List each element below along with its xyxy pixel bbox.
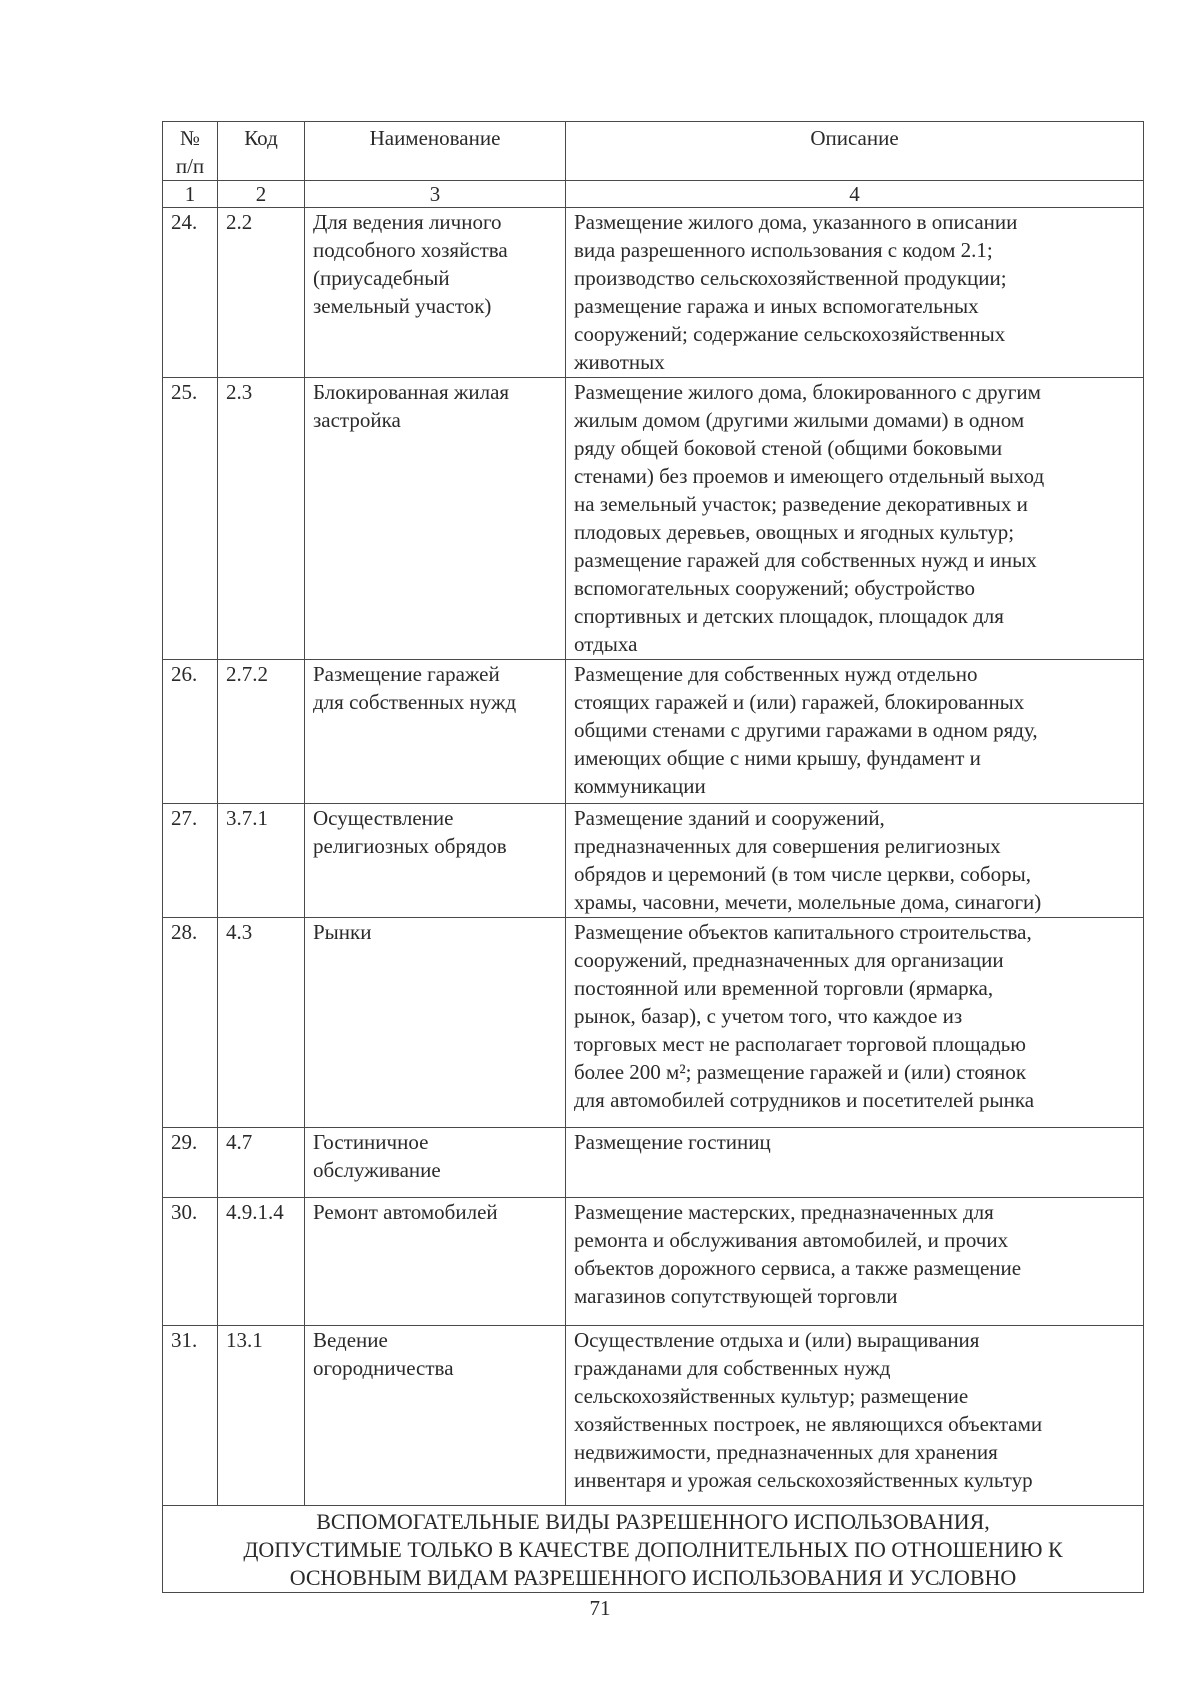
section-heading: ВСПОМОГАТЕЛЬНЫЕ ВИДЫ РАЗРЕШЕННОГО ИСПОЛЬЗОВАНИЯ, ДОПУСТИМЫЕ ТОЛЬКО В КАЧЕСТВЕ ДОПОЛНИТЕЛЬНЫХ ПО ОТНОШЕНИЮ К ОСНОВНЫМ ВИДАМ РАЗРЕШЕННОГО ИСПОЛЬЗОВАНИЯ И УСЛОВНО: [163, 1506, 1144, 1593]
row-number: 31.: [163, 1326, 218, 1506]
row-name: Размещение гаражей для собственных нужд: [305, 660, 566, 804]
row-description: Размещение зданий и сооружений, предназначенных для совершения религиозных обрядов и церемоний (в том числе церкви, соборы, храмы, часовни, мечети, молельные дома, синагоги): [566, 804, 1144, 918]
row-number: 25.: [163, 378, 218, 660]
table-row: [163, 1198, 1144, 1326]
row-code: 4.9.1.4: [218, 1198, 305, 1326]
land-use-table: [162, 121, 1144, 1593]
row-name: Рынки: [305, 918, 566, 1128]
row-description: Размещение жилого дома, блокированного с другим жилым домом (другими жилыми домами) в одном ряду общей боковой стеной (общими боковыми стенами) без проемов и имеющего отдельный выход на земельный участок; разведение декоративных и плодовых деревьев, овощных и ягодных культур; размещение гаражей для собственных нужд и иных вспомогательных сооружений; обустройство спортивных и детских площадок, площадок для отдыха: [566, 378, 1144, 660]
row-code: 4.7: [218, 1128, 305, 1198]
row-name: Для ведения личного подсобного хозяйства (приусадебный земельный участок): [305, 208, 566, 378]
row-code: 2.7.2: [218, 660, 305, 804]
row-name: Ведение огородничества: [305, 1326, 566, 1506]
row-number: 27.: [163, 804, 218, 918]
table-row: [163, 208, 1144, 378]
row-description: Осуществление отдыха и (или) выращивания гражданами для собственных нужд сельскохозяйственных культур; размещение хозяйственных построек, не являющихся объектами недвижимости, предназначенных для хранения инвентаря и урожая сельскохозяйственных культур: [566, 1326, 1144, 1506]
column-number-4: 4: [566, 181, 1144, 208]
row-description: Размещение мастерских, предназначенных для ремонта и обслуживания автомобилей, и прочих объектов дорожного сервиса, а также размещение магазинов сопутствующей торговли: [566, 1198, 1144, 1326]
header-description: Описание: [566, 122, 1144, 181]
row-code: 3.7.1: [218, 804, 305, 918]
header-number: № п/п: [163, 122, 218, 181]
row-number: 28.: [163, 918, 218, 1128]
table-row: [163, 1326, 1144, 1506]
column-number-3: 3: [305, 181, 566, 208]
column-number-2: 2: [218, 181, 305, 208]
column-number-row: [163, 181, 1144, 208]
table-row: [163, 804, 1144, 918]
row-name: Гостиничное обслуживание: [305, 1128, 566, 1198]
row-code: 4.3: [218, 918, 305, 1128]
row-code: 2.2: [218, 208, 305, 378]
row-number: 29.: [163, 1128, 218, 1198]
row-number: 24.: [163, 208, 218, 378]
page-number: 71: [589, 1596, 611, 1620]
table-header-row: [163, 122, 1144, 181]
table-row: [163, 918, 1144, 1128]
row-number: 26.: [163, 660, 218, 804]
table-row: [163, 1128, 1144, 1198]
table-row: [163, 378, 1144, 660]
row-code: 13.1: [218, 1326, 305, 1506]
header-code: Код: [218, 122, 305, 181]
table-row: [163, 660, 1144, 804]
row-name: Осуществление религиозных обрядов: [305, 804, 566, 918]
row-description: Размещение объектов капитального строительства, сооружений, предназначенных для организации постоянной или временной торговли (ярмарка, рынок, базар), с учетом того, что каждое из торговых мест не располагает торговой площадью более 200 м²; размещение гаражей и (или) стоянок для автомобилей сотрудников и посетителей рынка: [566, 918, 1144, 1128]
row-code: 2.3: [218, 378, 305, 660]
row-number: 30.: [163, 1198, 218, 1326]
row-description: Размещение жилого дома, указанного в описании вида разрешенного использования с кодом 2.1; производство сельскохозяйственной продукции; размещение гаража и иных вспомогательных сооружений; содержание сельскохозяйственных животных: [566, 208, 1144, 378]
section-heading-row: [163, 1506, 1144, 1593]
row-name: Ремонт автомобилей: [305, 1198, 566, 1326]
column-number-1: 1: [163, 181, 218, 208]
header-name: Наименование: [305, 122, 566, 181]
row-name: Блокированная жилая застройка: [305, 378, 566, 660]
row-description: Размещение гостиниц: [566, 1128, 1144, 1198]
row-description: Размещение для собственных нужд отдельно стоящих гаражей и (или) гаражей, блокированных общими стенами с другими гаражами в одном ряду, имеющих общие с ними крышу, фундамент и коммуникации: [566, 660, 1144, 804]
